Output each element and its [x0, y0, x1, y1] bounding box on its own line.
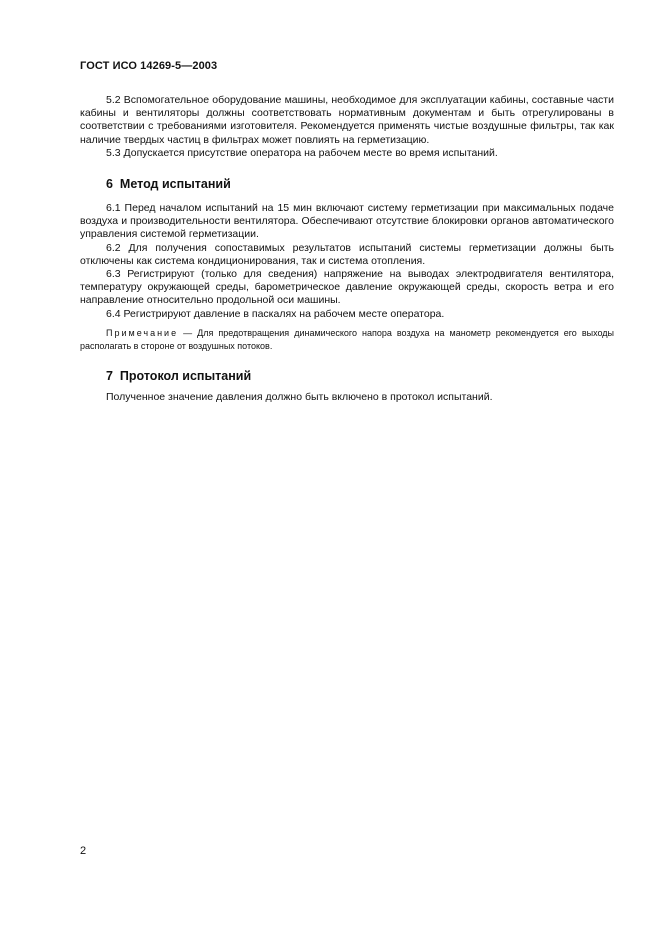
paragraph-5-3: 5.3 Допускается присутствие оператора на рабочем месте во время испытаний.: [106, 146, 498, 159]
page-number: 2: [80, 845, 87, 857]
paragraph-6-2: 6.2 Для получения сопоставимых результатов испытаний системы герметизации должны быть отключены как система кондиционирования, так и система отопления.: [80, 241, 614, 267]
note: [80, 327, 614, 352]
paragraph-7: Полученное значение давления должно быть включено в протокол испытаний.: [106, 391, 493, 403]
section-7-heading: [106, 369, 251, 383]
section-6-heading: [106, 177, 231, 191]
section-7-number: 7: [106, 369, 113, 383]
section-6-title: Метод испытаний: [119, 177, 231, 191]
section-7-body: [80, 391, 614, 404]
paragraph-5-2: 5.2 Вспомогательное оборудование машины, необходимое для эксплуатации кабины, составные части кабины и вентиляторы должны соответствовать нормативным документам и быть отрегулированы в соответствии с требованиями изготовителя. Рекомендуется применять чистые воздушные фильтры, так как наличие твердых частиц в фильтрах может повлиять на герметизацию.: [80, 94, 614, 146]
note-text: — Для предотвращения динамического напора воздуха на манометр рекомендуется его выходы располагать в стороне от воздушных потоков.: [80, 328, 614, 351]
section-6-body: [80, 202, 614, 321]
note-label: Примечание: [106, 328, 179, 338]
section-7-title: Протокол испытаний: [119, 369, 252, 383]
paragraph-6-3: 6.3 Регистрируют (только для сведения) напряжение на выводах электродвигателя вентилятора, температуру окружающей среды, барометрическое давление окружающей среды, скорость ветра и его направление относительно продольной оси машины.: [80, 268, 614, 307]
paragraph-6-1: 6.1 Перед началом испытаний на 15 мин включают систему герметизации при максимальных подаче воздуха и производительности вентилятора. Обеспечивают отсутствие блокировки органов автоматического управления системой герметизации.: [80, 202, 614, 241]
section-5-tail: [80, 94, 614, 160]
paragraph-6-4: 6.4 Регистрируют давление в паскалях на рабочем месте оператора.: [106, 307, 445, 320]
section-6-number: 6: [106, 177, 113, 191]
document-header: ГОСТ ИСО 14269-5—2003: [80, 60, 218, 72]
